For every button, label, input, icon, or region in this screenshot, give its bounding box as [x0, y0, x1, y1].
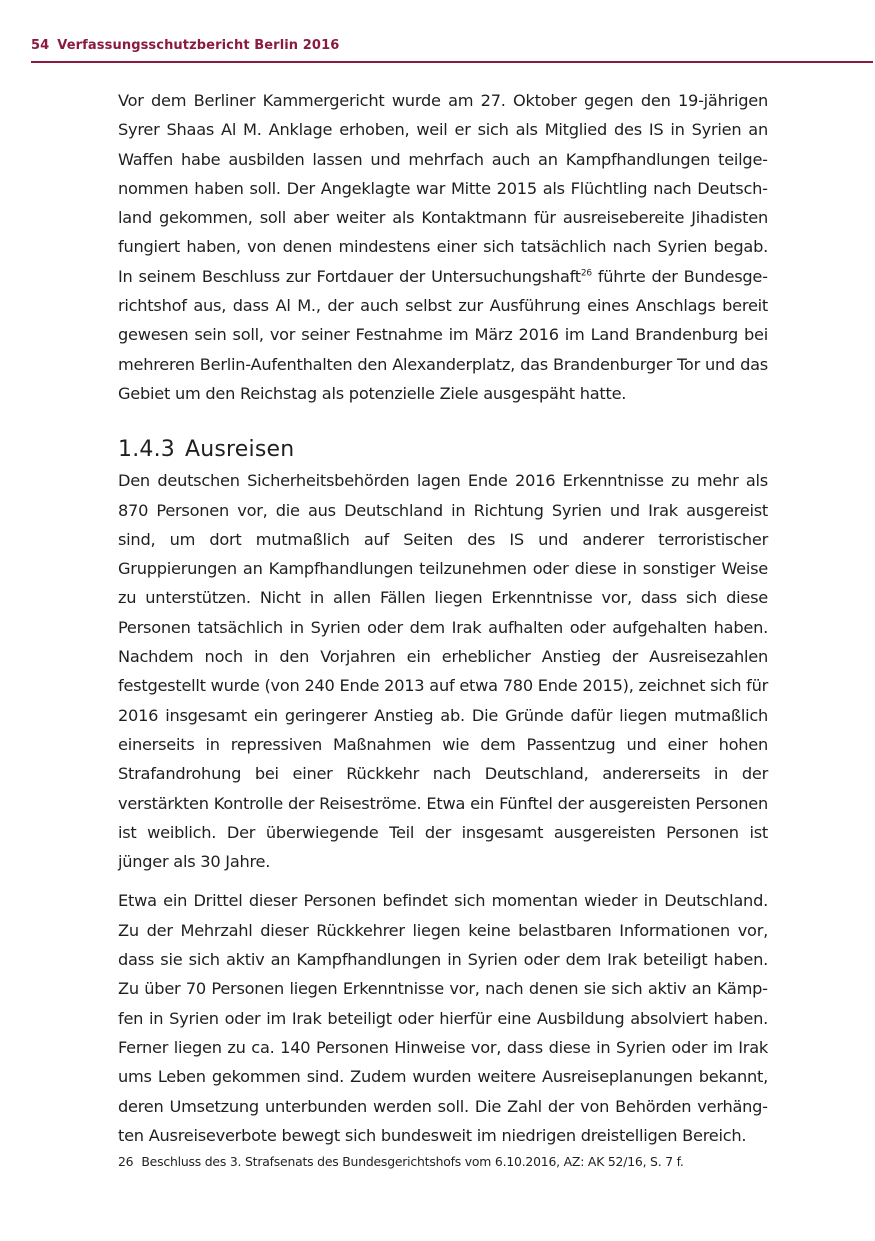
footnote-number: 26 [118, 1154, 134, 1169]
paragraph-1-text-a: Vor dem Berliner Kammergericht wurde am 27. Oktober gegen den 19-jährigen Syrer Shaas Al M. Anklage erhoben, weil er sich als Mitglied des IS in Syrien an Waffen habe ausbilden lassen und mehrfach auch an Kampfhandlungen teilgenommen haben soll. Der Angeklagte war Mitte 2015 als Flüchtling nach Deutschland gekommen, soll aber weiter als Kontaktmann für ausreisebereite Jihadisten fungiert haben, von denen mindestens einer sich tatsächlich nach Syrien begab. In seinem Beschluss zur Fortdauer der Untersuchungshaft [118, 91, 768, 286]
footnote [118, 1153, 684, 1171]
section-number: 1.4.3 [118, 437, 175, 463]
header-rule [31, 61, 873, 63]
page-number: 54 [31, 38, 50, 53]
section-title: Ausreisen [184, 437, 295, 463]
publication-title: Verfassungsschutzbericht Berlin 2016 [57, 38, 340, 53]
paragraph-3: Etwa ein Drittel dieser Personen befindet sich momentan wieder in Deutschland. Zu der Mehrzahl dieser Rückkehrer liegen keine belastbaren Informationen vor, dass sie sich aktiv an Kampfhandlungen in Syrien oder dem Irak beteiligt haben. Zu über 70 Personen liegen Erkenntnisse vor, nach denen sie sich aktiv an Kämpfen in Syrien oder im Irak beteiligt oder hierfür eine Ausbildung absolviert haben. Ferner liegen zu ca. 140 Personen Hinweise vor, dass diese in Syrien oder im Irak ums Leben gekommen sind. Zudem wurden weitere Ausreiseplanungen bekannt, deren Umsetzung unterbunden werden soll. Die Zahl der von Behörden verhängten Ausreiseverbote bewegt sich bundesweit im niedrigen dreistelligen Bereich. [118, 891, 768, 1145]
paragraph-1 [118, 86, 768, 408]
footnote-reference[interactable]: 26 [580, 268, 592, 279]
footnote-text: Beschluss des 3. Strafsenats des Bundesgerichtshofs vom 6.10.2016, AZ: AK 52/16, S. 7 f. [141, 1154, 684, 1169]
running-header [31, 38, 339, 53]
paragraph-1-text-b: führte der Bundesgerichtshof aus, dass Al M., der auch selbst zur Ausführung eines Anschlags bereit gewesen sein soll, vor seiner Festnahme im März 2016 im Land Brandenburg bei mehreren Berlin-Aufenthalten den Alexanderplatz, das Brandenburger Tor und das Gebiet um den Reichstag als potenzielle Ziele ausgespäht hatte. [118, 266, 768, 403]
main-content [118, 86, 768, 1150]
paragraph-2: Den deutschen Sicherheitsbehörden lagen Ende 2016 Erkenntnisse zu mehr als 870 Personen vor, die aus Deutschland in Richtung Syrien und Irak ausgereist sind, um dort mutmaßlich auf Seiten des IS und anderer terroristischer Gruppierungen an Kampfhandlungen teilzunehmen oder diese in sonstiger Weise zu unterstützen. Nicht in allen Fällen liegen Erkenntnisse vor, dass sich diese Personen tatsächlich in Syrien oder dem Irak aufhalten oder aufgehalten haben. Nachdem noch in den Vorjahren ein erheblicher Anstieg der Ausreisezahlen festgestellt wurde (von 240 Ende 2013 auf etwa 780 Ende 2015), zeichnet sich für 2016 insgesamt ein geringerer Anstieg ab. Die Gründe dafür liegen mutmaßlich einerseits in repressiven Maßnahmen wie dem Passentzug und einer hohen Strafandrohung bei einer Rückkehr nach Deutschland, andererseits in der verstärkten Kontrolle der Reiseströme. Etwa ein Fünftel der ausgereisten Personen ist weiblich. Der überwiegende Teil der insgesamt ausgereisten Personen ist jünger als 30 Jahre. [118, 471, 768, 872]
section-heading [118, 436, 768, 464]
